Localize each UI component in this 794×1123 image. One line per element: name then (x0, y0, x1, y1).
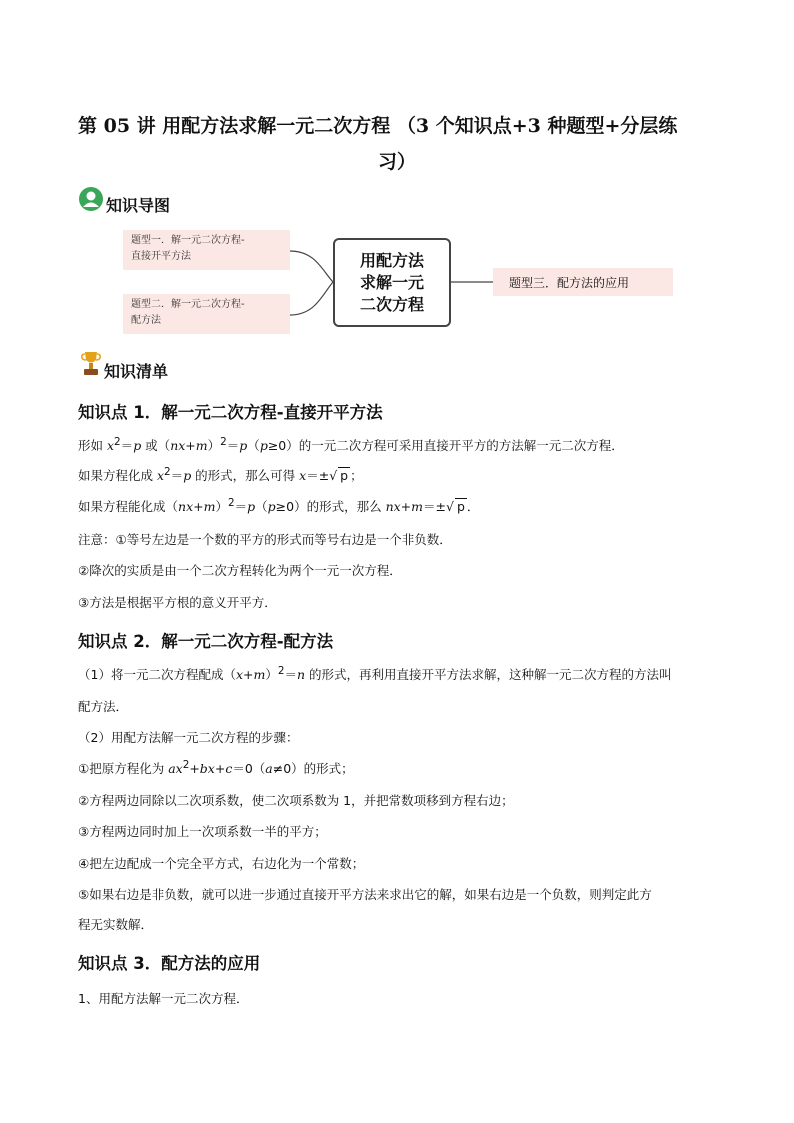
kp2-step4: ④把左边配成一个完全平方式，右边化为一个常数； (78, 856, 365, 871)
kp2-heading: 知识点 2．解一元二次方程-配方法 (78, 632, 334, 651)
kp2-para2: （2）用配方法解一元二次方程的步骤： (78, 730, 299, 745)
kp2-step5-line1: ⑤如果右边是非负数，就可以进一步通过直接开平方法来求出它的解，如果右边是一个负数，则判定此方 (78, 887, 652, 902)
checklist-section-title: 知识清单 (104, 362, 169, 381)
mindmap-node-topic1-line1: 题型一．解一元二次方程- (131, 235, 245, 246)
mindmap-node-topic2 (123, 294, 290, 334)
mindmap-node-topic1 (123, 230, 290, 270)
kp1-heading: 知识点 1．解一元二次方程-直接开平方法 (78, 403, 383, 422)
kp2-step3: ③方程两边同时加上一次项系数一半的平方； (78, 824, 327, 839)
kp1-note3: ③方法是根据平方根的意义开平方． (78, 595, 277, 610)
mindmap-center-line1: 用配方法 (359, 250, 424, 270)
kp3-heading: 知识点 3．配方法的应用 (78, 954, 261, 973)
kp1-definition: 形如 $x^2=p$ 或$(nx+m)^2=p(p\ge 0)$的一元二次方程可采用直接开平方的方法解一元二次方程． (78, 436, 624, 454)
document-title-line2: 习） (377, 151, 416, 173)
mindmap-center-line3: 二次方程 (359, 294, 424, 314)
kp2-step5-line2: 程无实数解． (78, 917, 154, 932)
trophy-icon (80, 349, 102, 377)
mindmap-section-title: 知识导图 (106, 196, 171, 215)
kp1-note: 注意：①等号左边是一个数的平方的形式而等号右边是一个非负数． (78, 532, 452, 547)
kp2-step2: ②方程两边同除以二次项系数，使二次项系数为 1，并把常数项移到方程右边； (78, 793, 514, 808)
mindmap-center-line2: 求解一元 (359, 272, 424, 292)
kp1-case2: 如果方程能化成$(nx+m)^2=p(p\ge 0)$的形式，那么 nx+m＝±√ p ． (78, 497, 480, 515)
kp2-para1-line2: 配方法． (78, 699, 129, 714)
kp2-para1-line1: （1）将一元二次方程配成$(x+m)^2=n$ 的形式，再利用直接开平方法求解，这种解一元二次方程的方法叫 (78, 665, 672, 683)
mindmap-node-topic2-line1: 题型二．解一元二次方程- (131, 299, 245, 310)
mindmap-node-topic3: 题型三．配方法的应用 (493, 268, 673, 296)
document-title-line1: 第 05 讲 用配方法求解一元二次方程 （3 个知识点+3 种题型+分层练 (78, 115, 678, 137)
kp2-step1: ①把原方程化为 $ax^2+bx+c=0(a\ne 0)$的形式； (78, 759, 354, 777)
mindmap-center-node (333, 238, 451, 327)
mindmap-node-topic2-line2: 配方法 (131, 315, 161, 326)
kp1-case1: 如果方程化成 $x^2=p$ 的形式，那么可得 x＝±√ p ； (78, 466, 363, 484)
kp1-note2: ②降次的实质是由一个二次方程转化为两个一元一次方程． (78, 563, 402, 578)
mindmap-node-topic1-line2: 直接开平方法 (131, 251, 191, 262)
kp3-item1: 1、用配方法解一元二次方程． (78, 991, 249, 1006)
